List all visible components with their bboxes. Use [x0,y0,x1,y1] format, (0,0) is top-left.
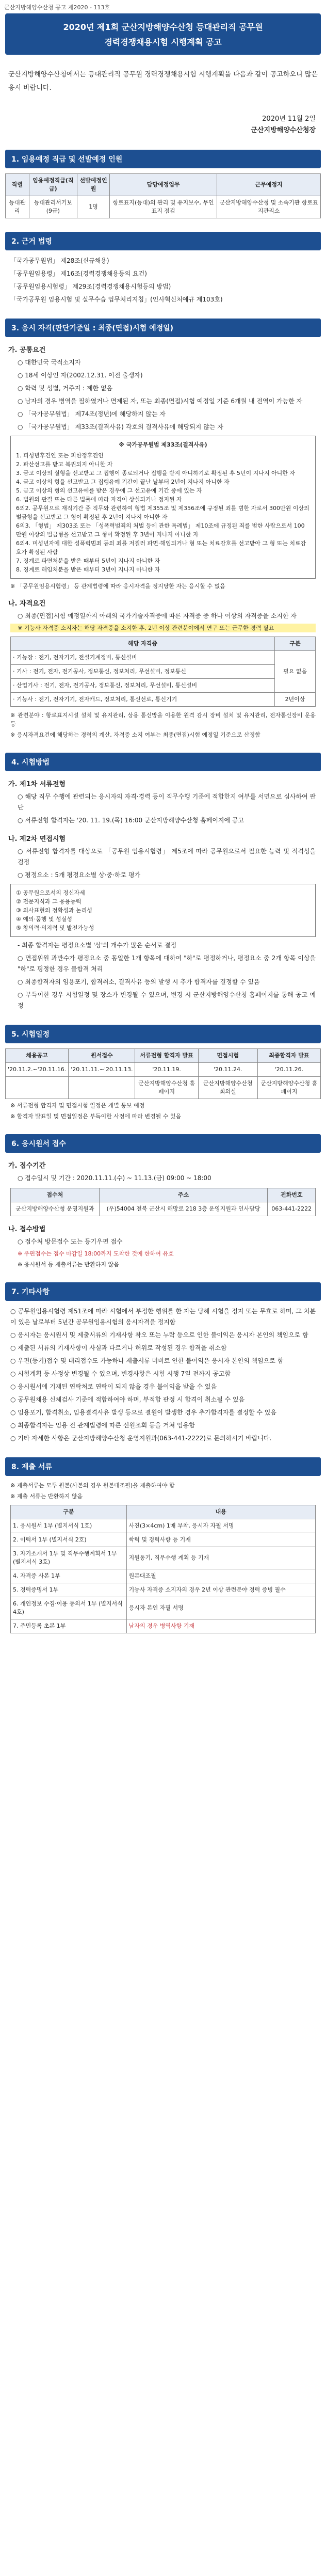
section-legal-basis [5,232,321,305]
table-header: 전화번호 [268,1188,316,1202]
list-item: ○ 응시자는 응시원서 및 제출서류의 기재사항 착오 또는 누락 등으로 인한 불이익은 응시자 본인의 책임으로 함 [10,1331,308,1339]
list-item: ○ 해당 직무 수행에 관련되는 응시자의 자격·경력 등이 직무수행 기준에 적합한지 여부를 서면으로 심사하여 판단 [18,793,316,811]
documents-table [10,1505,316,1633]
list-item: 6. 법원의 판결 또는 다른 법률에 따라 자격이 상실되거나 정지된 자 [16,496,182,503]
table-header: 구분 [11,1505,127,1519]
warning-note: ※ 우편접수는 접수 마감일 18:00까지 도착한 것에 한하여 유효 [18,1250,174,1257]
list-item: ○ 최종합격자는 임용 전 관계법령에 따른 신원조회 등을 거쳐 임용함 [10,1422,195,1429]
table-cell: · 기능장 : 전기, 전자기기, 전설기계정비, 통신설비 [11,651,275,665]
subsection-title: 가. 공통요건 [8,346,46,354]
list-item: ○ 남자의 경우 병역을 필하였거나 면제된 자, 또는 최종(면접)시험 예정일 기준 6개월 내 전역이 가능한 자 [18,397,303,405]
table-header: 구분 [275,637,316,651]
section-heading: 7. 기타사항 [5,1282,321,1301]
certificate-table [10,637,316,707]
table-header: 근무예정지 [217,174,321,196]
intro-text: 군산지방해양수산청에서는 등대관리직 공무원 경력경쟁채용시험 시행계획을 다음과 같이 공고하오니 많은 응시 바랍니다. [8,71,318,92]
list-item: 6의2. 공무원으로 재직기간 중 직무와 관련하여 형법 제355조 및 제356조에 규정된 죄를 범한 자로서 300만원 이상의 벌금형을 선고받고 그 형이 확정된 후 2년이 지나지 아니한 자 [16,505,309,520]
list-item: 2. 파산선고를 받고 복권되지 아니한 자 [16,461,113,468]
list-item: ○ 공무원임용시험령 제51조에 따라 시험에서 부정한 행위를 한 자는 당해 시험을 정지 또는 무효로 하며, 그 처분이 있은 날로부터 5년간 공무원임용시험의 응시자격을 정지함 [10,1308,316,1326]
table-cell: · 기사 : 전기, 전자, 전기공사, 정보통신, 정보처리, 무선설비, 정보통신 [11,665,275,679]
table-cell: 응시자 본인 자필 서명 [126,1597,315,1619]
list-item: ○ 면접위원 과반수가 평정요소 중 동일한 1개 항목에 대하여 "하"로 평정하거나, 평정요소 중 2개 항목 이상을 "하"로 평정한 경우 불합격 처리 [18,955,316,973]
application-period: ○ 접수일시 및 기간 : 2020.11.11.(수) ~ 11.13.(금) 09:00 ~ 18:00 [18,1174,211,1182]
list-item: ○ 제출된 서류의 기재사항이 사실과 다르거나 허위로 작성된 경우 합격을 취소함 [10,1344,227,1351]
section-misc [5,1282,321,1444]
note-text: ※ 제출서류는 모두 원본(사본의 경우 원본대조필)을 제출하여야 함 [10,1482,175,1489]
note-text: ※ 「공무원임용시험령」 등 관계법령에 따라 응시자격을 정지당한 자는 응시할 수 없음 [10,583,225,590]
list-item: ○ 「국가공무원법」 제74조(정년)에 해당하지 않는 자 [18,410,166,418]
section-heading: 1. 임용예정 직급 및 선발예정 인원 [5,150,321,168]
table-cell: 6. 개인정보 수집·이용 동의서 1부 (별지서식 4호) [11,1597,127,1619]
table-cell: 사진(3×4cm) 1매 부착, 응시자 자필 서명 [126,1519,315,1533]
date-block [0,114,316,136]
table-cell: 2. 이력서 1부 (별지서식 2호) [11,1533,127,1547]
list-item: ○ 응시원서에 기재된 연락처로 연락이 되지 않을 경우 불이익을 받을 수 있음 [10,1383,217,1390]
table-cell: 등대관리 [6,196,29,218]
note-text: ※ 합격자 발표일 및 면접일정은 부득이한 사정에 따라 변경될 수 있음 [10,1113,182,1120]
note-text: ※ 관련분야 : 항로표지시설 설치 및 유지관리, 상용 통신망을 이용한 원격 감시 장비 설치 및 유지관리, 전자통신장비 운용 등 [10,712,316,727]
disqualification-box [10,436,316,579]
table-cell: 7. 주민등록 초본 1부 [11,1619,127,1633]
subsection-title: 나. 자격요건 [8,600,46,608]
subsection-title: 나. 제2차 면접시험 [8,835,66,843]
list-item: ④ 예의·품행 및 성실성 [16,916,72,923]
table-cell: 원본대조필 [126,1569,315,1583]
list-item: ○ 최종(면접)시험 예정일까지 아래의 국가기술자격증에 따른 자격증 중 하나 이상의 자격증을 소지한 자 [18,612,297,619]
section-eligibility [5,319,321,739]
table-cell: 기능사 자격증 소지자의 경우 2년 이상 관련분야 경력 증빙 필수 [126,1583,315,1597]
list-item: ② 전문지식과 그 응용능력 [16,898,82,905]
section-heading: 5. 시험일정 [5,1025,321,1043]
list-item: ① 공무원으로서의 정신자세 [16,889,85,896]
table-header: 내용 [126,1505,315,1519]
subsection-title: 가. 제1차 서류전형 [8,781,66,788]
section-heading: 8. 제출 서류 [5,1457,321,1476]
title-line-1: 2020년 제1회 군산지방해양수산청 등대관리직 공무원 [63,22,263,32]
list-item: ○ 평정요소 : 5개 평정요소별 상·중·하로 평가 [18,871,141,879]
section-exam-method [5,753,321,1011]
table-cell: 5. 경력증명서 1부 [11,1583,127,1597]
list-item: ○ 서류전형 합격자를 대상으로 「공무원 임용시험령」 제5조에 따라 공무원으로서 필요한 능력 및 적격성을 검정 [18,848,316,866]
section-heading: 4. 시험방법 [5,753,321,771]
note-text: ※ 응시자격요건에 해당하는 경력의 계산, 자격증 소지 여부는 최종(면접)시험 예정일 기준으로 산정함 [10,732,260,738]
table-cell: 2년이상 [275,693,316,707]
application-table [10,1188,316,1216]
list-item: 4. 금고 이상의 형을 선고받고 그 집행유예 기간이 끝난 날부터 2년이 지나지 아니한 자 [16,479,230,485]
list-item: - 최종 합격자는 평정요소별 '상'의 개수가 많은 순서로 결정 [18,942,177,949]
table-cell: (우)54004 전북 군산시 해망로 218 3층 운영지원과 인사담당 [99,1202,268,1216]
note-text: ※ 제출 서류는 반환하지 않음 [10,1493,83,1500]
list-item: 8. 징계로 해임처분을 받은 때부터 3년이 지나지 아니한 자 [16,566,160,573]
table-cell: 필요 없음 [275,651,316,693]
list-item: ○ 18세 이상인 자(2002.12.31. 이전 출생자) [18,372,143,379]
section-positions [5,150,321,218]
table-cell: · 기능사 : 전기, 전자기기, 전자캐드, 정보처리, 통신선로, 통신기기 [11,693,275,707]
title-line-2: 경력경쟁채용시험 시행계획 공고 [104,37,222,47]
table-cell: 남자의 경우 병역사항 기재 [126,1619,315,1633]
list-item: 1. 피성년후견인 또는 피한정후견인 [16,452,104,459]
table-header: 주소 [99,1188,268,1202]
table-header: 접수처 [11,1188,100,1202]
list-item: 6의3. 「형법」 제303조 또는 「성폭력범죄의 처벌 등에 관한 특례법」 제10조에 규정된 죄를 범한 사람으로서 100만원 이상의 벌금형을 선고받고 그 형이 확정된 후 3년이 지나지 아니한 자 [16,522,305,538]
list-item: 5. 금고 이상의 형의 선고유예를 받은 경우에 그 선고유예 기간 중에 있는 자 [16,487,202,494]
section-application [5,1134,321,1269]
list-item: ○ 기타 자세한 사항은 군산지방해양수산청 운영지원과(063-441-2222)로 문의하시기 바랍니다. [10,1435,272,1442]
list-item: ○ 서류전형 합격자는 '20. 11. 19.(목) 16:00 군산지방해양수산청 홈페이지에 공고 [18,817,244,824]
list-item: ○ 「국가공무원법」 제33조(결격사유) 각호의 결격사유에 해당되지 않는 자 [18,423,223,431]
list-item: ○ 학력 및 성별, 거주지 : 제한 없음 [18,385,113,392]
title-banner [5,13,321,55]
issuing-org: 군산지방해양수산청장 [251,126,316,134]
notice-number: 군산지방해양수산청 공고 제2020 - 113호 [4,4,110,11]
table-header: 직렬 [6,174,29,196]
list-item: ○ 시험계획 등 사정상 변경될 수 있으며, 변경사항은 시험 시행 7일 전까지 공고함 [10,1370,231,1377]
table-cell: 군산지방해양수산청 홈페이지 [257,1077,320,1099]
note-text: ※ 서류전형 합격자 및 면접시험 일정은 개별 통보 예정 [10,1102,145,1109]
list-item: ⑤ 창의력·의지력 및 발전가능성 [16,925,94,931]
subsection-title: 가. 접수기간 [8,1162,46,1170]
table-cell: 지원동기, 직무수행 계획 등 기재 [126,1547,315,1569]
table-header: 원서접수 [69,1049,135,1063]
evaluation-box [10,884,316,937]
subsection-title: 나. 접수방법 [8,1226,46,1233]
section-heading: 6. 응시원서 접수 [5,1134,321,1153]
table-cell [6,1077,69,1099]
table-cell [69,1077,135,1099]
highlight-note: ※ 기능사 자격증 소지자는 해당 자격증을 소지한 후, 2년 이상 관련분야에서 연구 또는 근무한 경력 필요 [10,624,316,632]
table-cell: 군산지방해양수산청 회의실 [198,1077,257,1099]
list-item: 「공무원임용시험령」 제29조(경력경쟁채용시험등의 방법) [10,283,171,290]
table-header: 서류전형 합격자 발표 [135,1049,198,1063]
table-cell: '20.11.11.~'20.11.13. [69,1063,135,1077]
list-item: 「국가공무원 임용시험 및 실무수습 업무처리지침」(인사혁신처예규 제103호) [10,296,223,303]
section-schedule [5,1025,321,1121]
table-cell: 군산지방해양수산청 및 소속기관 항로표지관리소 [217,196,321,218]
table-cell: · 산업기사 : 전기, 전자, 전기공사, 정보통신, 정보처리, 무선설비, 통신설비 [11,679,275,693]
table-cell: '20.11.19. [135,1063,198,1077]
list-item: ○ 부득이한 경우 시험일정 및 장소가 변경될 수 있으며, 변경 시 군산지방해양수산청 홈페이지를 통해 공고 예정 [18,991,316,1009]
list-item: 6의4. 미성년자에 대한 성폭력범죄 등의 죄를 저질러 파면·해임되거나 형 또는 치료감호를 선고받아 그 형 또는 치료감호가 확정된 사람 [16,540,306,555]
positions-table [5,173,321,218]
table-cell: 군산지방해양수산청 운영지원과 [11,1202,100,1216]
table-cell: '20.11.24. [198,1063,257,1077]
table-cell: '20.11.26. [257,1063,320,1077]
list-item: 「공무원임용령」 제16조(경력경쟁채용등의 요건) [10,270,147,277]
section-heading: 2. 근거 법령 [5,232,321,250]
list-item: 7. 징계로 파면처분을 받은 때부터 5년이 지나지 아니한 자 [16,558,160,564]
table-cell: 학력 및 경력사항 등 기재 [126,1533,315,1547]
table-header: 해당 자격증 [11,637,275,651]
table-cell: 항로표지(등대)의 관리 및 유지보수, 무인표지 점검 [109,196,217,218]
table-cell: '20.11.2.~'20.11.16. [6,1063,69,1077]
table-header: 선발예정인원 [77,174,110,196]
table-cell: 4. 자격증 사본 1부 [11,1569,127,1583]
table-cell: 3. 자기소개서 1부 및 직무수행계획서 1부 (별지서식 3호) [11,1547,127,1569]
table-header: 임용예정직급(직급) [29,174,77,196]
schedule-table [5,1048,321,1099]
list-item: 「국가공무원법」 제28조(신규채용) [10,257,109,264]
section-documents [5,1457,321,1633]
table-cell: 1. 응시원서 1부 (별지서식 1호) [11,1519,127,1533]
list-item: ○ 최종합격자의 임용포기, 합격취소, 결격사유 등의 발생 시 추가 합격자를 결정할 수 있음 [18,978,260,985]
table-header: 면접시험 [198,1049,257,1063]
table-cell: 군산지방해양수산청 홈페이지 [135,1077,198,1099]
list-item: ○ 접수처 방문접수 또는 등기우편 접수 [18,1238,123,1245]
list-item: 3. 금고 이상의 실형을 선고받고 그 집행이 종료되거나 집행을 받지 아니하기로 확정된 후 5년이 지나지 아니한 자 [16,470,295,476]
section-heading: 3. 응시 자격(판단기준일 : 최종(면접)시험 예정일) [5,319,321,337]
table-cell: 등대관리서기보(9급) [29,196,77,218]
table-header: 채용공고 [6,1049,69,1063]
table-header: 최종합격자 발표 [257,1049,320,1063]
table-cell: 1명 [77,196,110,218]
note-text: ※ 응시원서 등 제출서류는 반환하지 않음 [18,1261,119,1268]
list-item: ○ 임용포기, 합격취소, 임용결격사유 발생 등으로 결원이 발생한 경우 추가합격자를 결정할 수 있음 [10,1409,276,1416]
list-item: ○ 대한민국 국적소지자 [18,359,81,366]
box-title: ※ 국가공무원법 제33조(결격사유) [119,441,207,448]
list-item: ○ 공무원채용 신체검사 기준에 적합하여야 하며, 부적합 판정 시 합격이 취소될 수 있음 [10,1396,245,1403]
table-cell: 063-441-2222 [268,1202,316,1216]
list-item: ○ 우편(등기)접수 및 대리접수도 가능하나 제출서류 미비로 인한 불이익은 응시자 본인의 책임으로 함 [10,1357,284,1364]
notice-date: 2020년 11월 2일 [262,115,316,123]
table-header: 담당예정업무 [109,174,217,196]
list-item: ③ 의사표현의 정확성과 논리성 [16,907,92,914]
